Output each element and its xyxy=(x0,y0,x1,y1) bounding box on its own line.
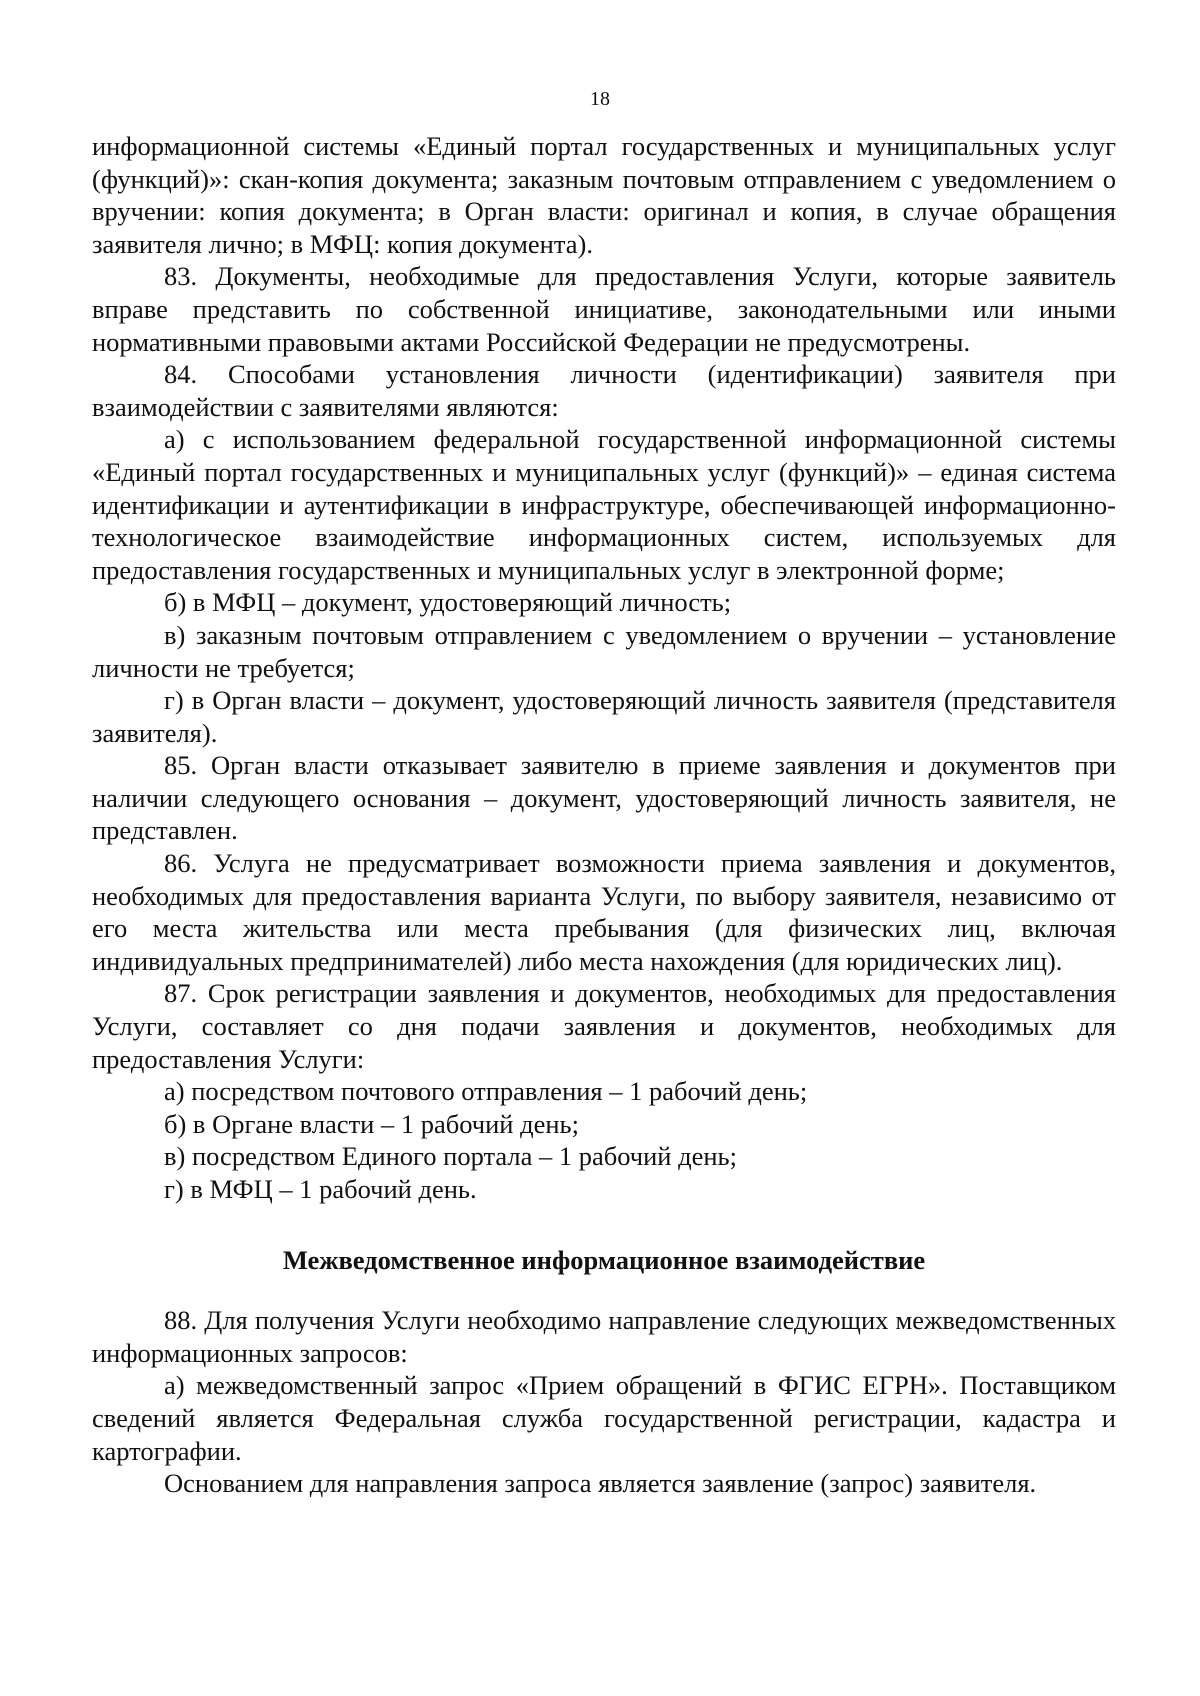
paragraph-84: 84. Способами установления личности (идентификации) заявителя при взаимодействии с заявителями являются: xyxy=(92,359,1116,422)
section-heading: Межведомственное информационное взаимодействие xyxy=(282,1244,926,1275)
paragraph-88-basis: Основанием для направления запроса является заявление (запрос) заявителя. xyxy=(164,1468,1037,1499)
document-body xyxy=(92,130,1116,1500)
paragraph-88: 88. Для получения Услуги необходимо направление следующих межведомственных информационных запросов: xyxy=(92,1305,1116,1368)
paragraph-85: 85. Орган власти отказывает заявителю в приеме заявления и документов при наличии следующего основания – документ, удостоверяющий личность заявителя, не представлен. xyxy=(92,750,1116,846)
paragraph-84-v: в) заказным почтовым отправлением с уведомлением о вручении – установление личности не требуется; xyxy=(92,619,1116,683)
paragraph-86: 86. Услуга не предусматривает возможности приема заявления и документов, необходимых для предоставления варианта Услуги, по выбору заявителя, независимо от его места жительства или места пребывания (для физических лиц, включая индивидуальных предпринимателей) либо места нахождения (для юридических лиц). xyxy=(92,848,1116,976)
page-number: 18 xyxy=(590,88,610,110)
paragraph-88-a: а) межведомственный запрос «Прием обращений в ФГИС ЕГРН». Поставщиком сведений является Федеральная служба государственной регистрации, кадастра и картографии. xyxy=(92,1370,1116,1466)
paragraph-83: 83. Документы, необходимые для предоставления Услуги, которые заявитель вправе представить по собственной инициативе, законодательными или иными нормативными правовыми актами Российской Федерации не предусмотрены. xyxy=(92,261,1116,357)
paragraph-87-v: в) посредством Единого портала – 1 рабочий день; xyxy=(164,1141,737,1172)
paragraph-87-b: б) в Органе власти – 1 рабочий день; xyxy=(164,1108,579,1139)
paragraph-84-a: а) с использованием федеральной государственной информационной системы «Единый портал государственных и муниципальных услуг (функций)» – единая система идентификации и аутентификации в инфраструктуре, обеспечивающей информационно-технологическое взаимодействие информационных систем, используемых для предоставления государственных и муниципальных услуг в электронной форме; xyxy=(92,424,1116,585)
paragraph-84-b: б) в МФЦ – документ, удостоверяющий личность; xyxy=(164,587,732,618)
paragraph-87: 87. Срок регистрации заявления и документов, необходимых для предоставления Услуги, составляет со дня подачи заявления и документов, необходимых для предоставления Услуги: xyxy=(92,978,1116,1074)
paragraph-continuation: информационной системы «Единый портал государственных и муниципальных услуг (функций)»: скан-копия документа; заказным почтовым отправлением с уведомлением о вручении: копия документа; в Орган власти: оригинал и копия, в случае обращения заявителя лично; в МФЦ: копия документа). xyxy=(92,131,1116,259)
paragraph-87-a: а) посредством почтового отправления – 1 рабочий день; xyxy=(164,1076,808,1107)
paragraph-84-g: г) в Орган власти – документ, удостоверяющий личность заявителя (представителя заявителя). xyxy=(92,685,1116,748)
paragraph-87-g: г) в МФЦ – 1 рабочий день. xyxy=(164,1174,477,1204)
